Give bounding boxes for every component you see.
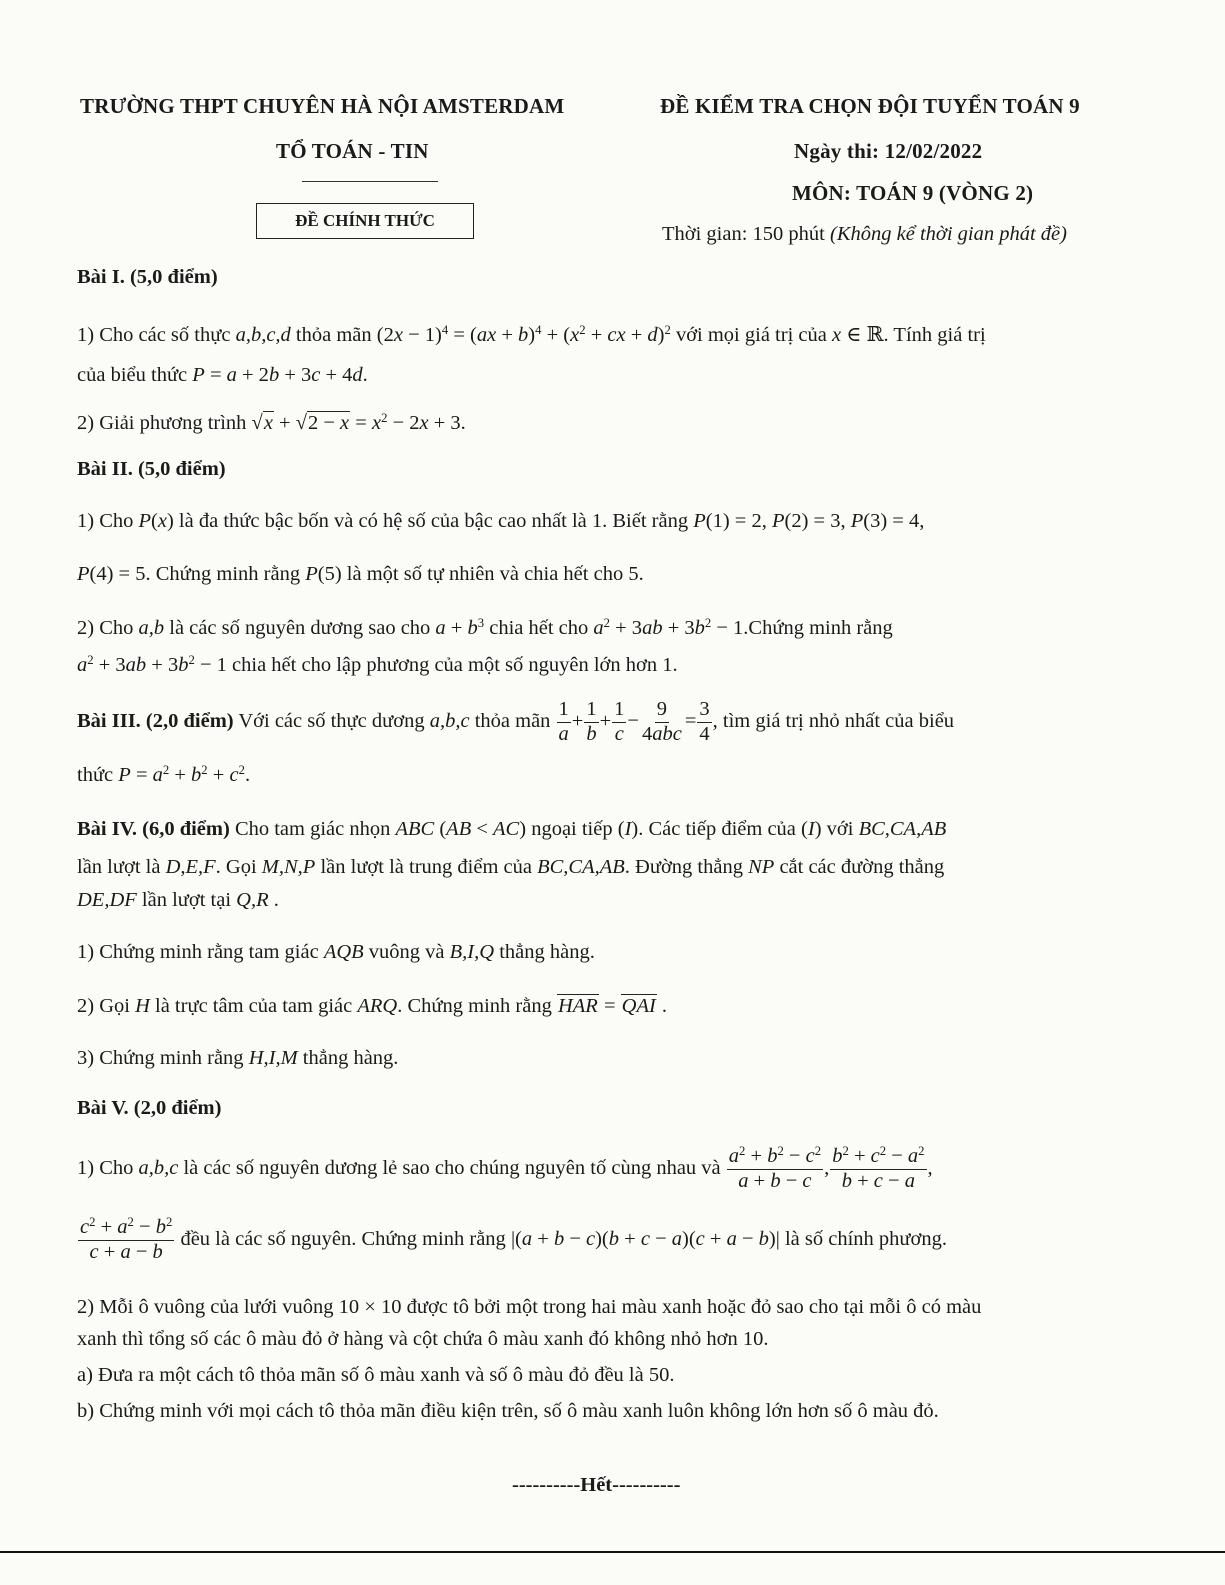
problem-1-part-1: 1) Cho các số thực a,b,c,d thỏa mãn $(2x - 1)^4 = (ax + b)^4 + (x^2$ + cx + d)$^2$ với mọi giá trị của x ∈ ℝ. Tính giá trị [77, 323, 986, 346]
problem-1-title: Bài I. (5,0 điểm) [77, 266, 218, 288]
problem-2-part-2: 2) Cho a,b là các số nguyên dương sao cho $a + b^3$ chia hết cho $a^2 + 3ab + 3b^2$ − 1.Chứng minh rằng [77, 616, 893, 639]
problem-4: Bài IV. (6,0 điểm) Cho tam giác nhọn ABC (AB < AC) ngoại tiếp (I). Các tiếp điểm của (I) với BC,CA,AB [77, 818, 947, 840]
department-name: TỔ TOÁN - TIN [276, 139, 429, 163]
problem-3: Bài III. (2,0 điểm) Với các số thực dương a,b,c thỏa mãn $\frac{1}{a}$ + $\frac{1}{b}$ + $\frac{1}{c}$ − $\frac{9}{\text{4abc}}$ = $\frac{3}{4}$ , tìm giá trị nhỏ nhất của biểu [77, 698, 955, 745]
exam-time [662, 223, 1067, 246]
header-divider [302, 181, 438, 182]
problem-4-cont-2: DE,DF lần lượt tại Q,R . [77, 889, 279, 911]
exam-date: Ngày thi: 12/02/2022 [794, 139, 983, 163]
problem-4-cont-1: lần lượt là D,E,F. Gọi M,N,P lần lượt là trung điểm của BC,CA,AB. Đường thẳng NP cắt các đường thẳng [77, 856, 945, 878]
problem-5-part-2-cont: xanh thì tổng số các ô màu đỏ ở hàng và cột chứa ô màu xanh đó không nhỏ hơn 10. [77, 1328, 769, 1350]
problem-4-title: Bài IV. (6,0 điểm) [77, 818, 230, 840]
problem-5-title: Bài V. (2,0 điểm) [77, 1097, 222, 1119]
time-note: (Không kể thời gian phát đề) [830, 223, 1067, 245]
problem-1-part-2: 2) Giải phương trình $√x + √2 - x = x^2 - 2x + 3$. [77, 411, 466, 434]
problem-4-part-3: 3) Chứng minh rằng H,I,M thẳng hàng. [77, 1047, 399, 1069]
problem-5-part-2a: a) Đưa ra một cách tô thỏa mãn số ô màu xanh và số ô màu đỏ đều là 50. [77, 1364, 675, 1386]
problem-4-part-1: 1) Chứng minh rằng tam giác AQB vuông và B,I,Q thẳng hàng. [77, 941, 595, 963]
problem-2-part-1: 1) Cho P(x) là đa thức bậc bốn và có hệ số của bậc cao nhất là 1. Biết rằng P(1) = 2, P(2) = 3, P(3) = 4, [77, 510, 925, 532]
problem-5-part-2: 2) Mỗi ô vuông của lưới vuông 10 × 10 được tô bởi một trong hai màu xanh hoặc đỏ sao cho tại mỗi ô có màu [77, 1296, 982, 1318]
problem-5-part-1: 1) Cho a,b,c là các số nguyên dương lẻ sao cho chúng nguyên tố cùng nhau và $\frac{a^2 + b^2 - c^2}{a + b - c}$ , $\frac{b^2 + c^2 - a^2}{b + c - a}$ , [77, 1144, 933, 1192]
problem-4-part-2: 2) Gọi H là trực tâm của tam giác ARQ. Chứng minh rằng HAR = QAI . [77, 995, 668, 1017]
time-label: Thời gian: 150 phút [662, 223, 830, 245]
official-stamp: ĐỀ CHÍNH THỨC [256, 203, 474, 239]
exam-title: ĐỀ KIỂM TRA CHỌN ĐỘI TUYỂN TOÁN 9 [660, 94, 1080, 118]
problem-1-part-1-cont: của biểu thức P = a + 2b + 3c + 4d. [77, 364, 368, 386]
problem-5-part-1-cont: $\frac{c^2 + a^2 - b^2}{c + a - b}$ đều là các số nguyên. Chứng minh rằng |(a + b − c)(b + c − a)(c + a − b)| là số chính phương. [80, 1215, 947, 1263]
problem-2-part-1-cont: P(4) = 5. Chứng minh rằng P(5) là một số tự nhiên và chia hết cho 5. [77, 563, 644, 585]
problem-5-part-2b: b) Chứng minh với mọi cách tô thỏa mãn điều kiện trên, số ô màu xanh luôn không lớn hơn số ô màu đỏ. [77, 1400, 939, 1422]
problem-2-part-2-cont: $a^2 + 3ab + 3b^2 - 1$ chia hết cho lập phương của một số nguyên lớn hơn 1. [77, 653, 678, 676]
end-marker: ----------Hết---------- [512, 1474, 681, 1496]
problem-3-cont: thức $P = a^2 + b^2 + c^2$. [77, 763, 251, 786]
page-bottom-border [0, 1551, 1225, 1553]
school-name: TRƯỜNG THPT CHUYÊN HÀ NỘI AMSTERDAM [80, 94, 565, 118]
problem-2-title: Bài II. (5,0 điểm) [77, 458, 226, 480]
exam-subject: MÔN: TOÁN 9 (VÒNG 2) [792, 181, 1034, 205]
problem-3-title: Bài III. (2,0 điểm) [77, 709, 234, 732]
